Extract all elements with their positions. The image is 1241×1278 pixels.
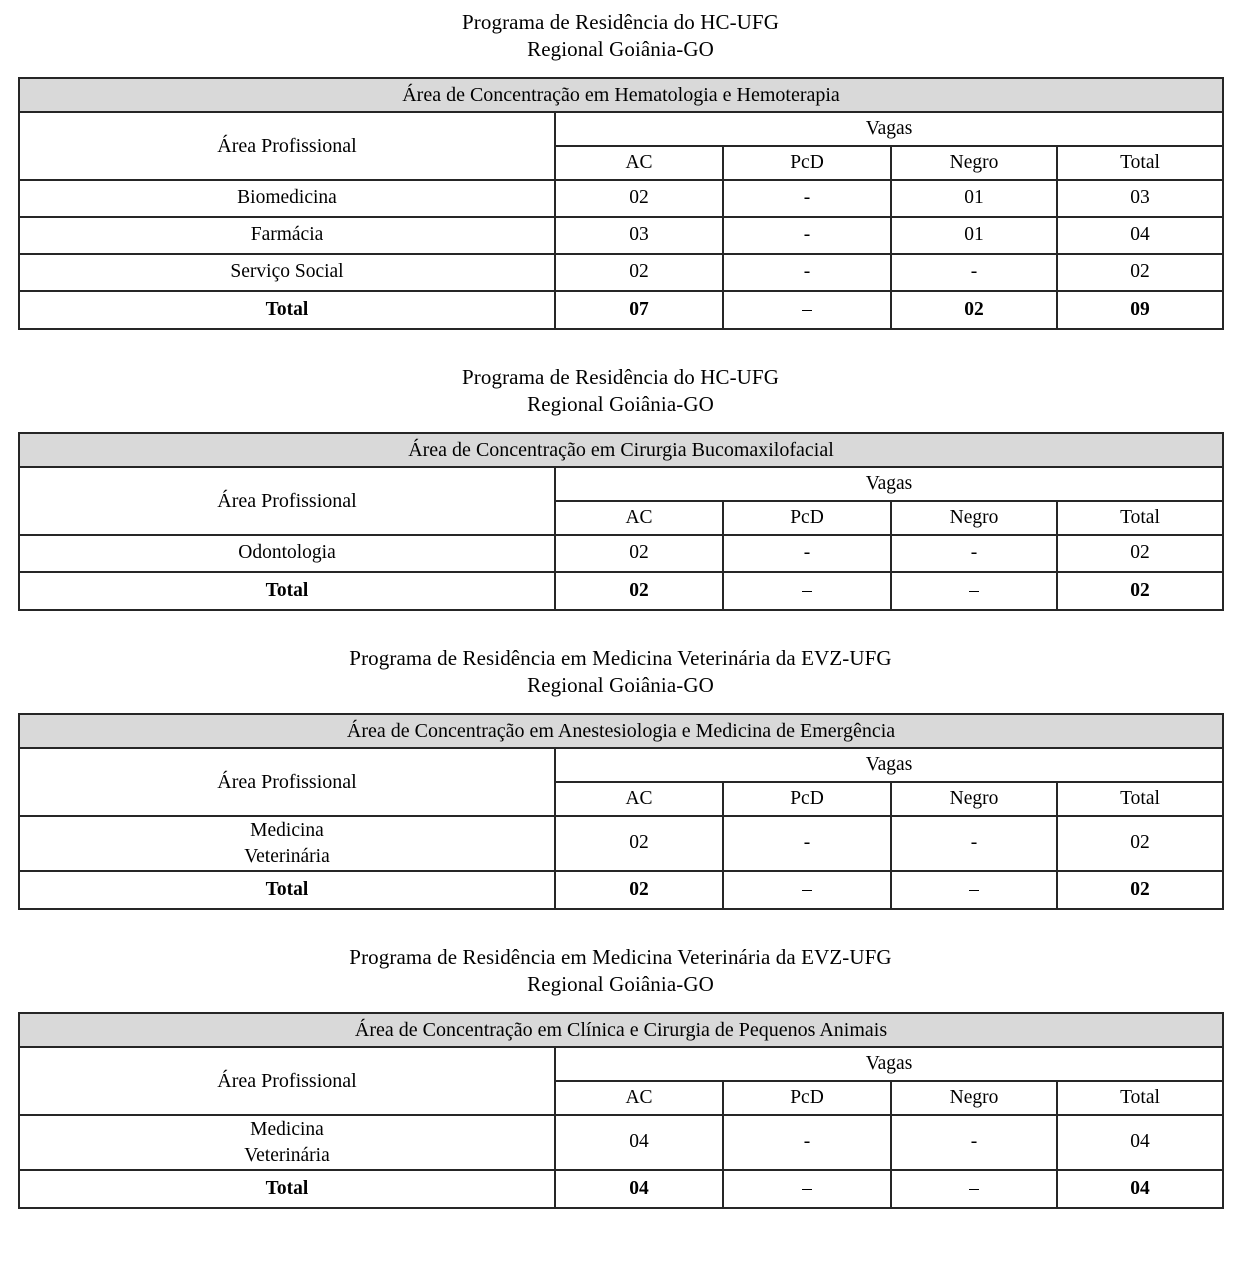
- column-header-pcd: PcD: [723, 146, 891, 180]
- column-header-negro: Negro: [891, 782, 1057, 816]
- heading-table-spacer-4: [0, 998, 1241, 1012]
- column-group-header-vagas: Vagas: [555, 467, 1223, 501]
- table-heading-spacer-3: [0, 910, 1241, 944]
- table-row: [19, 535, 1223, 572]
- heading-table-spacer-1: [0, 63, 1241, 77]
- table-row: [19, 816, 1223, 871]
- cell-total-ac: 07: [555, 291, 723, 329]
- cell-total-label: Total: [19, 871, 555, 909]
- table-title: Área de Concentração em Hematologia e Hemoterapia: [19, 78, 1223, 112]
- heading-line-1: Programa de Residência em Medicina Veterinária da EVZ-UFG: [349, 646, 892, 670]
- table-row: [19, 254, 1223, 291]
- table-title: Área de Concentração em Clínica e Cirurgia de Pequenos Animais: [19, 1013, 1223, 1047]
- column-header-area-profissional: Área Profissional: [19, 1047, 555, 1115]
- cell-pcd: -: [723, 254, 891, 291]
- section-heading-4: [0, 944, 1241, 998]
- cell-total: 03: [1057, 180, 1223, 217]
- table-title: Área de Concentração em Cirurgia Bucomaxilofacial: [19, 433, 1223, 467]
- cell-area-line-2: Veterinária: [244, 1144, 330, 1166]
- cell-area-line-2: Veterinária: [244, 845, 330, 867]
- column-header-ac: AC: [555, 146, 723, 180]
- section-heading-2: [0, 364, 1241, 418]
- cell-total-label: Total: [19, 291, 555, 329]
- heading-line-2: Regional Goiânia-GO: [527, 392, 714, 416]
- cell-ac: 02: [555, 535, 723, 572]
- column-group-header-vagas: Vagas: [555, 748, 1223, 782]
- cell-total-negro: 02: [891, 291, 1057, 329]
- cell-ac: 03: [555, 217, 723, 254]
- heading-table-spacer-3: [0, 699, 1241, 713]
- cell-total: 04: [1057, 217, 1223, 254]
- cell-area: Biomedicina: [19, 180, 555, 217]
- column-header-ac: AC: [555, 782, 723, 816]
- cell-pcd: -: [723, 180, 891, 217]
- cell-ac: 04: [555, 1115, 723, 1170]
- cell-total-total: 02: [1057, 871, 1223, 909]
- cell-ac: 02: [555, 180, 723, 217]
- cell-total: 02: [1057, 816, 1223, 871]
- cell-area: [19, 816, 555, 871]
- cell-total-total: 04: [1057, 1170, 1223, 1208]
- cell-area-line-1: Medicina: [250, 1118, 324, 1140]
- cell-area: [19, 1115, 555, 1170]
- cell-total-total: 09: [1057, 291, 1223, 329]
- table-header-row-group: [19, 467, 1223, 501]
- cell-ac: 02: [555, 816, 723, 871]
- table-header-row-group: [19, 1047, 1223, 1081]
- cell-area-line-1: Medicina: [250, 819, 324, 841]
- column-header-pcd: PcD: [723, 782, 891, 816]
- cell-total-ac: 02: [555, 871, 723, 909]
- cell-negro: -: [891, 254, 1057, 291]
- table-heading-spacer-1: [0, 330, 1241, 364]
- heading-line-2: Regional Goiânia-GO: [527, 673, 714, 697]
- cell-total-total: 02: [1057, 572, 1223, 610]
- section-heading-3: [0, 645, 1241, 699]
- table-header-row-group: [19, 112, 1223, 146]
- column-header-ac: AC: [555, 1081, 723, 1115]
- cell-total-negro: –: [891, 1170, 1057, 1208]
- table-title-row: [19, 1013, 1223, 1047]
- section-heading-1: [0, 9, 1241, 63]
- table-title: Área de Concentração em Anestesiologia e Medicina de Emergência: [19, 714, 1223, 748]
- column-header-pcd: PcD: [723, 1081, 891, 1115]
- cell-total: 02: [1057, 535, 1223, 572]
- heading-line-1: Programa de Residência do HC-UFG: [462, 10, 779, 34]
- cell-negro: -: [891, 816, 1057, 871]
- cell-total-negro: –: [891, 871, 1057, 909]
- column-header-pcd: PcD: [723, 501, 891, 535]
- table-row: [19, 180, 1223, 217]
- cell-negro: 01: [891, 217, 1057, 254]
- cell-area: Odontologia: [19, 535, 555, 572]
- table-total-row: [19, 871, 1223, 909]
- column-header-total: Total: [1057, 501, 1223, 535]
- cell-total-pcd: –: [723, 1170, 891, 1208]
- table-total-row: [19, 572, 1223, 610]
- cell-area: Serviço Social: [19, 254, 555, 291]
- vagas-table-hematologia: [18, 77, 1224, 330]
- table-header-row-group: [19, 748, 1223, 782]
- heading-line-1: Programa de Residência em Medicina Veterinária da EVZ-UFG: [349, 945, 892, 969]
- cell-pcd: -: [723, 535, 891, 572]
- table-heading-spacer-2: [0, 611, 1241, 645]
- cell-ac: 02: [555, 254, 723, 291]
- cell-pcd: -: [723, 1115, 891, 1170]
- vagas-table-bucomaxilofacial: [18, 432, 1224, 611]
- cell-pcd: -: [723, 816, 891, 871]
- column-header-total: Total: [1057, 1081, 1223, 1115]
- column-header-total: Total: [1057, 146, 1223, 180]
- cell-area: Farmácia: [19, 217, 555, 254]
- column-header-ac: AC: [555, 501, 723, 535]
- column-header-negro: Negro: [891, 1081, 1057, 1115]
- cell-total-label: Total: [19, 572, 555, 610]
- heading-line-2: Regional Goiânia-GO: [527, 37, 714, 61]
- table-row: [19, 1115, 1223, 1170]
- column-header-total: Total: [1057, 782, 1223, 816]
- vagas-table-pequenos-animais: [18, 1012, 1224, 1209]
- cell-total-label: Total: [19, 1170, 555, 1208]
- table-title-row: [19, 433, 1223, 467]
- table-row: [19, 217, 1223, 254]
- table-total-row: [19, 291, 1223, 329]
- page-top-spacer: [0, 0, 1241, 9]
- column-header-area-profissional: Área Profissional: [19, 748, 555, 816]
- column-header-area-profissional: Área Profissional: [19, 467, 555, 535]
- table-total-row: [19, 1170, 1223, 1208]
- cell-total-pcd: –: [723, 572, 891, 610]
- heading-line-1: Programa de Residência do HC-UFG: [462, 365, 779, 389]
- vagas-table-anestesiologia: [18, 713, 1224, 910]
- cell-total-pcd: –: [723, 871, 891, 909]
- table-title-row: [19, 78, 1223, 112]
- column-header-negro: Negro: [891, 501, 1057, 535]
- column-group-header-vagas: Vagas: [555, 1047, 1223, 1081]
- heading-table-spacer-2: [0, 418, 1241, 432]
- cell-pcd: -: [723, 217, 891, 254]
- cell-total-pcd: –: [723, 291, 891, 329]
- cell-negro: -: [891, 535, 1057, 572]
- column-header-negro: Negro: [891, 146, 1057, 180]
- cell-total: 04: [1057, 1115, 1223, 1170]
- cell-total-ac: 02: [555, 572, 723, 610]
- cell-negro: -: [891, 1115, 1057, 1170]
- column-header-area-profissional: Área Profissional: [19, 112, 555, 180]
- heading-line-2: Regional Goiânia-GO: [527, 972, 714, 996]
- column-group-header-vagas: Vagas: [555, 112, 1223, 146]
- cell-total-ac: 04: [555, 1170, 723, 1208]
- cell-total-negro: –: [891, 572, 1057, 610]
- cell-total: 02: [1057, 254, 1223, 291]
- cell-negro: 01: [891, 180, 1057, 217]
- table-title-row: [19, 714, 1223, 748]
